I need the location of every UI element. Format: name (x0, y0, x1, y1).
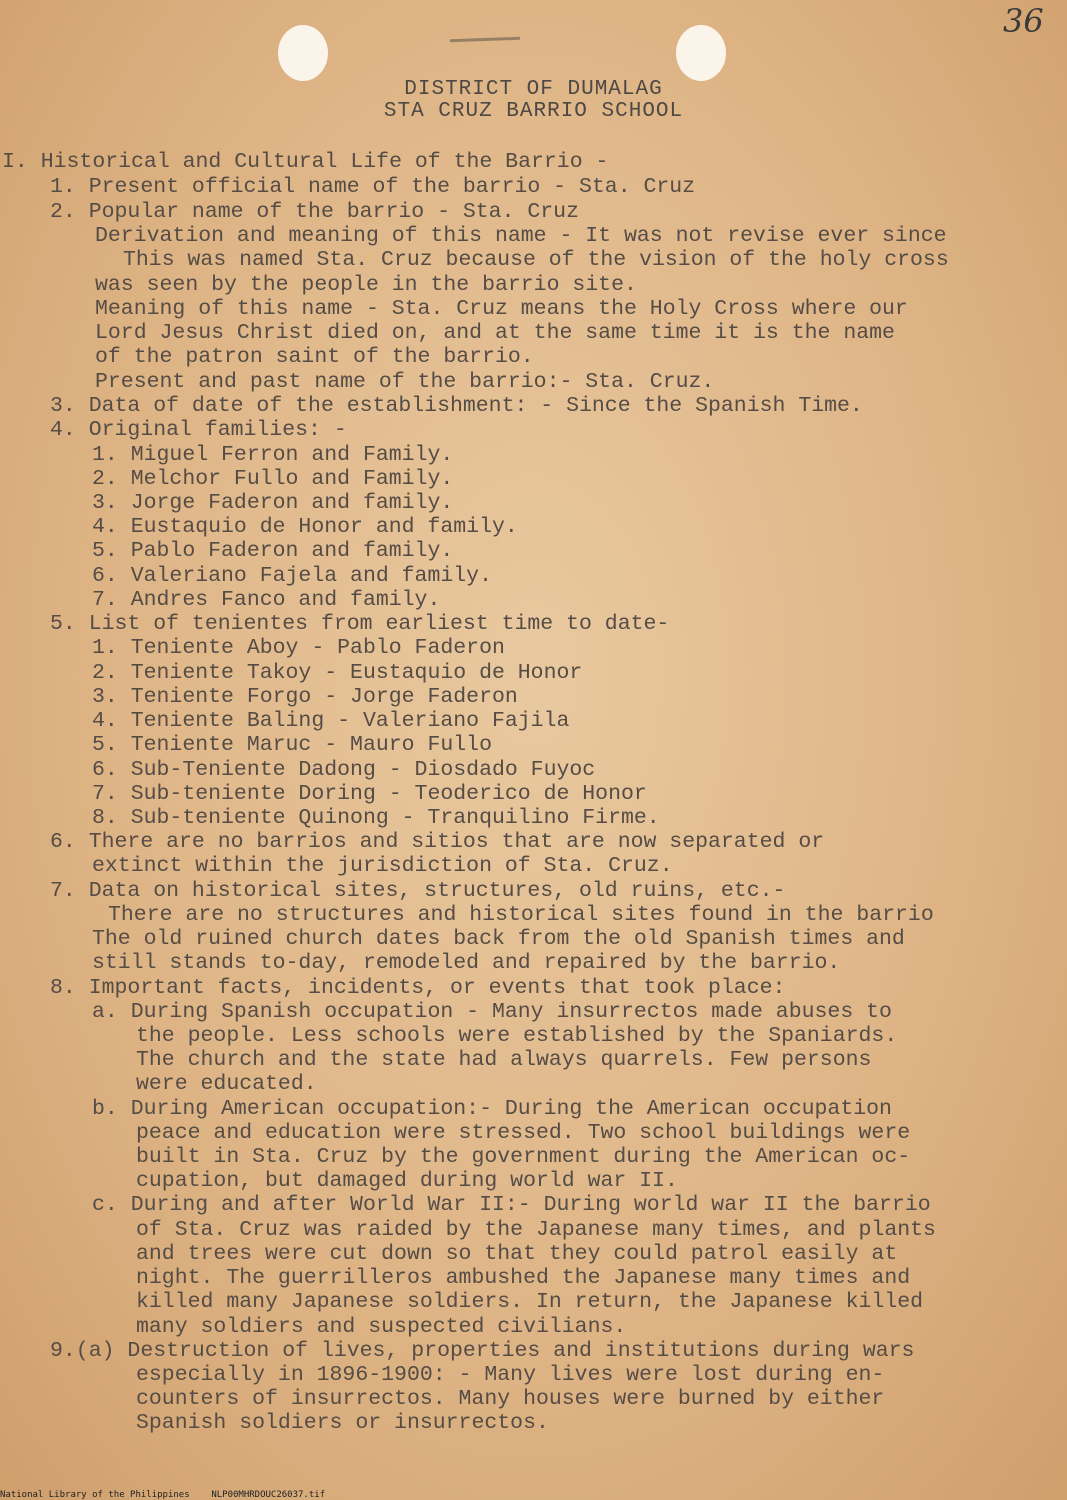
header-school: STA CRUZ BARRIO SCHOOL (383, 100, 684, 123)
text-line: Present and past name of the barrio:- Sta. Cruz. (95, 370, 715, 394)
header-district: DISTRICT OF DUMALAG (404, 78, 663, 101)
text-line: were educated. (136, 1072, 317, 1096)
text-line: 6. There are no barrios and sitios that are now separated or (50, 830, 825, 854)
archive-footer: National Library of the Philippines NLP00MHRDOUC26037.tif (0, 1490, 326, 1500)
text-line: 7. Sub-teniente Doring - Teoderico de Honor (92, 782, 647, 806)
text-line: The old ruined church dates back from the old Spanish times and (92, 927, 905, 951)
text-line: 4. Eustaquio de Honor and family. (92, 515, 518, 539)
text-line: There are no structures and historical sites found in the barrio (108, 903, 934, 927)
text-line: 7. Andres Fanco and family. (92, 588, 441, 612)
text-line: 3. Jorge Faderon and family. (92, 491, 454, 515)
text-line: 7. Data on historical sites, structures, old ruins, etc.- (50, 879, 786, 903)
text-line: b. During American occupation:- During the American occupation (92, 1097, 892, 1121)
text-line: night. The guerrilleros ambushed the Japanese many times and (136, 1266, 911, 1290)
text-line: 5. List of tenientes from earliest time to date- (50, 612, 670, 636)
text-line: 2. Popular name of the barrio - Sta. Cruz (50, 200, 579, 224)
text-line: 8. Sub-teniente Quinong - Tranquilino Firme. (92, 806, 660, 830)
text-line: 6. Sub-Teniente Dadong - Diosdado Fuyoc (92, 758, 596, 782)
text-line: 1. Miguel Ferron and Family. (92, 443, 454, 467)
text-line: 9.(a) Destruction of lives, properties and institutions during wars (50, 1339, 915, 1363)
text-line: of the patron saint of the barrio. (95, 345, 534, 369)
text-line: a. During Spanish occupation - Many insurrectos made abuses to (92, 1000, 892, 1024)
text-line: 4. Teniente Baling - Valeriano Fajila (92, 709, 570, 733)
text-line: 5. Teniente Maruc - Mauro Fullo (92, 733, 492, 757)
punch-hole-right (676, 25, 726, 81)
text-line: Derivation and meaning of this name - It was not revise ever since (95, 224, 947, 248)
text-line: 1. Present official name of the barrio - Sta. Cruz (50, 175, 696, 199)
text-line: of Sta. Cruz was raided by the Japanese many times, and plants (136, 1218, 936, 1242)
text-line: 1. Teniente Aboy - Pablo Faderon (92, 636, 505, 660)
text-line: 2. Teniente Takoy - Eustaquio de Honor (92, 661, 583, 685)
page-number: 36 (1003, 2, 1044, 40)
text-line: counters of insurrectos. Many houses were burned by either (136, 1387, 885, 1411)
text-line: 3. Teniente Forgo - Jorge Faderon (92, 685, 518, 709)
text-line: built in Sta. Cruz by the government during the American oc- (136, 1145, 911, 1169)
text-line: Meaning of this name - Sta. Cruz means the Holy Cross where our (95, 297, 908, 321)
text-line: many soldiers and suspected civilians. (136, 1315, 627, 1339)
text-line: 5. Pablo Faderon and family. (92, 539, 454, 563)
text-line: still stands to-day, remodeled and repaired by the barrio. (92, 951, 841, 975)
text-line: killed many Japanese soldiers. In return, the Japanese killed (136, 1290, 924, 1314)
text-line: the people. Less schools were established by the Spaniards. (136, 1024, 898, 1048)
text-line: Spanish soldiers or insurrectos. (136, 1411, 549, 1435)
text-line: was seen by the people in the barrio site. (95, 273, 637, 297)
text-line: extinct within the jurisdiction of Sta. Cruz. (92, 854, 673, 878)
text-line: and trees were cut down so that they could patrol easily at (136, 1242, 898, 1266)
text-line: 3. Data of date of the establishment: - Since the Spanish Time. (50, 394, 863, 418)
text-line: 2. Melchor Fullo and Family. (92, 467, 454, 491)
text-line: 6. Valeriano Fajela and family. (92, 564, 492, 588)
text-line: especially in 1896-1900: - Many lives were lost during en- (136, 1363, 885, 1387)
punch-hole-left (278, 25, 328, 81)
text-line: cupation, but damaged during world war II. (136, 1169, 678, 1193)
text-line: This was named Sta. Cruz because of the vision of the holy cross (123, 248, 949, 272)
text-line: c. During and after World War II:- During world war II the barrio (92, 1193, 931, 1217)
text-line: I. Historical and Cultural Life of the Barrio - (2, 150, 609, 174)
text-line: 8. Important facts, incidents, or events that took place: (50, 976, 786, 1000)
text-line: Lord Jesus Christ died on, and at the same time it is the name (95, 321, 895, 345)
text-line: peace and education were stressed. Two school buildings were (136, 1121, 911, 1145)
text-line: 4. Original families: - (50, 418, 347, 442)
text-line: The church and the state had always quarrels. Few persons (136, 1048, 872, 1072)
paper-tear-mark (450, 37, 520, 42)
